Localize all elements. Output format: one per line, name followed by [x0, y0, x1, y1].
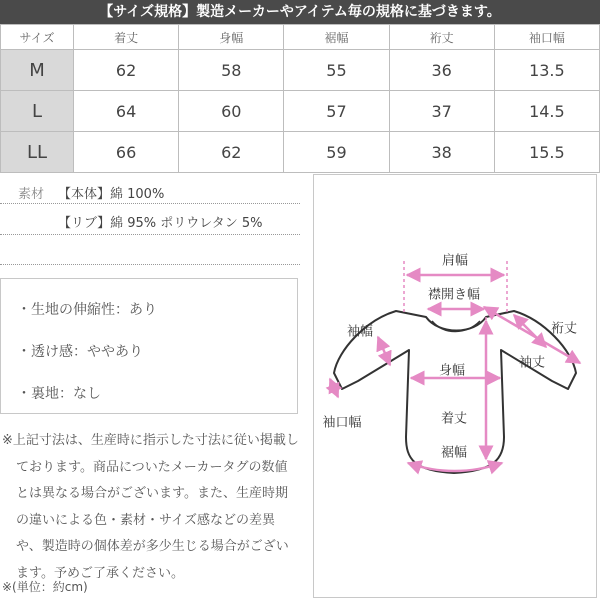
- size-cell: LL: [1, 132, 74, 173]
- label-sleeve-width: 袖幅: [346, 324, 374, 340]
- table-cell: 59: [284, 132, 389, 173]
- header-length: 着丈: [74, 25, 179, 50]
- table-cell: 62: [179, 132, 284, 173]
- table-cell: 13.5: [494, 50, 599, 91]
- header-hem-width: 裾幅: [284, 25, 389, 50]
- notice-text: ※上記寸法は、生産時に指示した寸法に従い掲載しております。商品についたメーカータグの数値とは異なる場合がございます。また、生産時期の違いによる色・素材・サイズ感などの差異や、製造時の個体差が多少生じる場合がございます。予めご了承ください。: [2, 433, 299, 581]
- header-yuki: 裄丈: [389, 25, 494, 50]
- table-cell: 55: [284, 50, 389, 91]
- table-cell: 58: [179, 50, 284, 91]
- material-label: 素材: [18, 187, 45, 202]
- size-notice: [2, 428, 300, 587]
- header-body-width: 身幅: [179, 25, 284, 50]
- table-row: [1, 50, 600, 91]
- label-cuff: 袖口幅: [322, 415, 362, 431]
- table-cell: 66: [74, 132, 179, 173]
- garment-illustration: [314, 175, 598, 599]
- material-body: 【本体】綿 100%: [58, 187, 165, 202]
- table-row: [1, 91, 600, 132]
- divider: [0, 203, 300, 204]
- unit-note: ※(単位：約cm): [2, 580, 88, 594]
- size-spec-banner: 【サイズ規格】製造メーカーやアイテム毎の規格に基づきます。: [0, 0, 600, 24]
- size-cell: M: [1, 50, 74, 91]
- table-cell: 60: [179, 91, 284, 132]
- fabric-properties-box: [0, 278, 298, 414]
- size-cell: L: [1, 91, 74, 132]
- table-cell: 57: [284, 91, 389, 132]
- size-table: [0, 24, 600, 173]
- cuff-arrow: [330, 379, 338, 397]
- label-sleeve-length: 袖丈: [518, 355, 546, 371]
- garment-measurement-diagram: [313, 174, 597, 598]
- label-yuki: 裄丈: [550, 321, 578, 337]
- table-cell: 38: [389, 132, 494, 173]
- table-cell: 37: [389, 91, 494, 132]
- table-cell: 62: [74, 50, 179, 91]
- table-cell: 15.5: [494, 132, 599, 173]
- table-cell: 64: [74, 91, 179, 132]
- material-rib: 【リブ】綿 95% ポリウレタン 5%: [58, 216, 263, 231]
- header-size: サイズ: [1, 25, 74, 50]
- stretch-property: ・生地の伸縮性：あり: [17, 302, 157, 318]
- label-body-width: 身幅: [438, 363, 466, 379]
- label-shoulder: 肩幅: [441, 253, 469, 269]
- label-neck: 襟開き幅: [427, 287, 481, 303]
- divider: [0, 234, 300, 235]
- table-cell: 14.5: [494, 91, 599, 132]
- label-length: 着丈: [440, 411, 468, 427]
- header-cuff-width: 袖口幅: [494, 25, 599, 50]
- divider: [0, 264, 300, 265]
- lining-property: ・裏地：なし: [17, 386, 101, 402]
- label-hem: 裾幅: [440, 445, 468, 461]
- table-row: [1, 132, 600, 173]
- table-cell: 36: [389, 50, 494, 91]
- sheer-property: ・透け感：ややあり: [17, 344, 143, 360]
- size-table-header: [1, 25, 600, 50]
